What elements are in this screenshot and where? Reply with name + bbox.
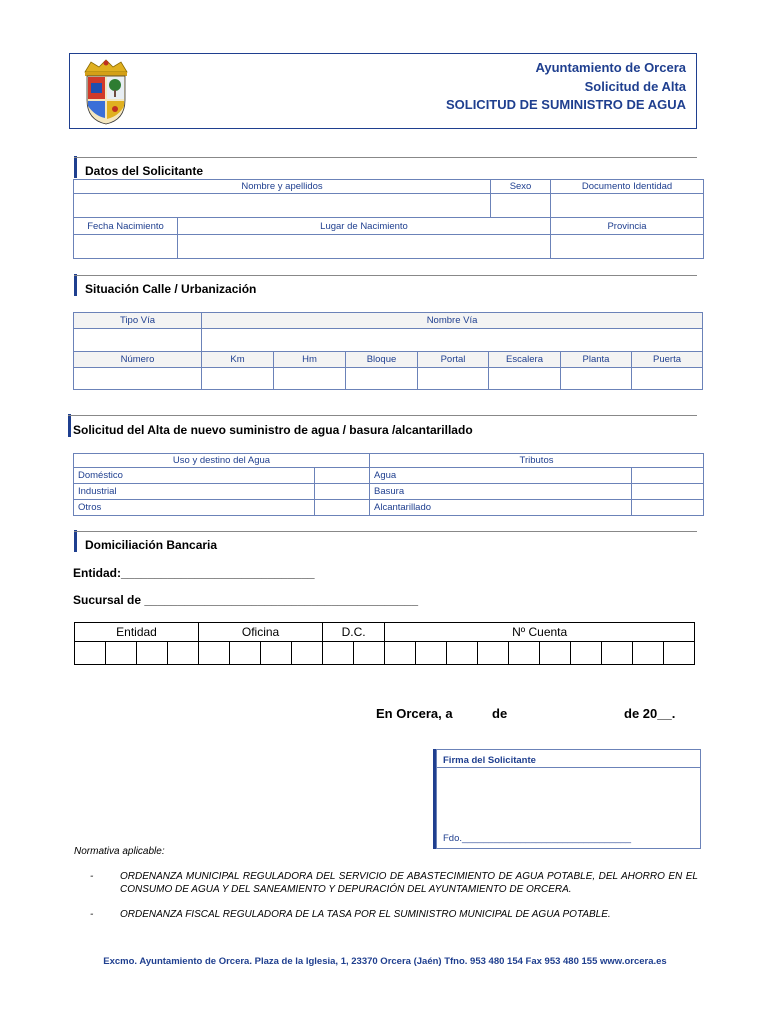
section-bar — [74, 274, 77, 296]
uso-otros-check[interactable] — [315, 500, 370, 516]
puerta-input[interactable] — [632, 368, 703, 390]
normativa-item-text: ORDENANZA MUNICIPAL REGULADORA DEL SERVICIO DE ABASTECIMIENTO DE AGUA POTABLE, DEL AHORRO EN EL CONSUMO DE AGUA Y DEL SANEAMIENTO Y DEPURACIÓN DEL AYUNTAMIENTO DE ORCERA. — [120, 871, 698, 895]
tributo-alcantarillado-check[interactable] — [632, 500, 704, 516]
col-fecha-nac: Fecha Nacimiento — [74, 218, 178, 235]
portal-input[interactable] — [418, 368, 489, 390]
signature-label: Firma del Solicitante — [443, 755, 536, 766]
escalera-input[interactable] — [489, 368, 561, 390]
tributo-agua-check[interactable] — [632, 468, 704, 484]
footer: Excmo. Ayuntamiento de Orcera. Plaza de la Iglesia, 1, 23370 Orcera (Jaén) Tfno. 953 480 154 Fax 953 480 155 www.orcera.es — [103, 956, 667, 967]
digit-input[interactable] — [137, 642, 168, 665]
digit-input[interactable] — [292, 642, 323, 665]
header-box — [69, 53, 697, 129]
digit-input[interactable] — [385, 642, 416, 665]
section-bar — [74, 530, 77, 552]
col-cuenta: Nº Cuenta — [385, 623, 695, 642]
coat-of-arms-icon — [79, 58, 133, 126]
tributo-agua: Agua — [370, 468, 632, 484]
section-title-solicitante: Datos del Solicitante — [85, 164, 204, 178]
tributo-basura: Basura — [370, 484, 632, 500]
date-de: de — [492, 706, 508, 721]
col-hm: Hm — [274, 352, 346, 368]
tributo-basura-check[interactable] — [632, 484, 704, 500]
section-title-alta: Solicitud del Alta de nuevo suministro de agua / basura /alcantarillado — [73, 423, 473, 437]
uso-industrial-check[interactable] — [315, 484, 370, 500]
planta-input[interactable] — [561, 368, 632, 390]
col-entidad: Entidad — [75, 623, 199, 642]
numero-input[interactable] — [74, 368, 202, 390]
digit-input[interactable] — [602, 642, 633, 665]
col-lugar-nac: Lugar de Nacimiento — [178, 218, 551, 235]
alta-table — [73, 453, 704, 516]
uso-domestico-check[interactable] — [315, 468, 370, 484]
tipo-via-input[interactable] — [74, 329, 202, 352]
normativa-item — [90, 909, 698, 922]
digit-input[interactable] — [447, 642, 478, 665]
hm-input[interactable] — [274, 368, 346, 390]
bloque-input[interactable] — [346, 368, 418, 390]
section-title-banco: Domiciliación Bancaria — [85, 538, 218, 552]
col-km: Km — [202, 352, 274, 368]
digit-input[interactable] — [509, 642, 540, 665]
form-title: SOLICITUD DE SUMINISTRO DE AGUA — [445, 97, 686, 112]
section-divider — [74, 531, 697, 532]
date-en-orcera: En Orcera, a — [376, 706, 453, 721]
solicitante-table — [73, 179, 704, 259]
col-uso: Uso y destino del Agua — [74, 454, 370, 468]
digit-input[interactable] — [230, 642, 261, 665]
entidad-field[interactable]: Entidad:_____________________________ — [73, 566, 315, 580]
section-bar — [68, 414, 71, 437]
digit-input[interactable] — [199, 642, 230, 665]
km-input[interactable] — [202, 368, 274, 390]
col-tipo-via: Tipo Vía — [74, 313, 202, 329]
col-oficina: Oficina — [199, 623, 323, 642]
sexo-input[interactable] — [491, 194, 551, 218]
col-provincia: Provincia — [551, 218, 704, 235]
normativa-item — [90, 871, 698, 896]
lugar-nac-input[interactable] — [178, 235, 551, 259]
nombre-via-input[interactable] — [202, 329, 703, 352]
col-puerta: Puerta — [632, 352, 703, 368]
provincia-input[interactable] — [551, 235, 704, 259]
digit-input[interactable] — [540, 642, 571, 665]
section-bar — [74, 156, 77, 178]
digit-input[interactable] — [323, 642, 354, 665]
digit-input[interactable] — [261, 642, 292, 665]
col-nombre-via: Nombre Vía — [202, 313, 703, 329]
sucursal-field[interactable]: Sucursal de _________________________________________ — [73, 593, 418, 607]
section-title-situacion: Situación Calle / Urbanización — [85, 282, 257, 296]
bank-account-table — [74, 622, 695, 665]
org-name: Ayuntamiento de Orcera — [535, 60, 686, 75]
documento-input[interactable] — [551, 194, 704, 218]
uso-domestico: Doméstico — [74, 468, 315, 484]
digit-input[interactable] — [664, 642, 695, 665]
col-portal: Portal — [418, 352, 489, 368]
col-numero: Número — [74, 352, 202, 368]
col-tributos: Tributos — [370, 454, 704, 468]
signature-box[interactable] — [436, 749, 701, 849]
nombre-input[interactable] — [74, 194, 491, 218]
digit-input[interactable] — [633, 642, 664, 665]
digit-input[interactable] — [416, 642, 447, 665]
section-divider — [74, 275, 697, 276]
form-subtitle: Solicitud de Alta — [584, 79, 686, 94]
col-planta: Planta — [561, 352, 632, 368]
digit-input[interactable] — [168, 642, 199, 665]
signature-fdo: Fdo.________________________________ — [443, 833, 632, 844]
bullet-dash: - — [90, 871, 94, 882]
col-documento: Documento Identidad — [551, 180, 704, 194]
date-year: de 20__. — [624, 706, 676, 721]
digit-input[interactable] — [354, 642, 385, 665]
digit-input[interactable] — [571, 642, 602, 665]
digit-input[interactable] — [75, 642, 106, 665]
uso-industrial: Industrial — [74, 484, 315, 500]
section-divider — [68, 415, 697, 416]
situacion-table — [73, 312, 703, 390]
col-dc: D.C. — [323, 623, 385, 642]
section-divider — [74, 157, 697, 158]
bullet-dash: - — [90, 909, 94, 920]
normativa-item-text: ORDENANZA FISCAL REGULADORA DE LA TASA POR EL SUMINISTRO MUNICIPAL DE AGUA POTABLE. — [120, 909, 611, 920]
uso-otros: Otros — [74, 500, 315, 516]
col-bloque: Bloque — [346, 352, 418, 368]
digit-input[interactable] — [478, 642, 509, 665]
digit-input[interactable] — [106, 642, 137, 665]
fecha-nac-input[interactable] — [74, 235, 178, 259]
col-nombre: Nombre y apellidos — [74, 180, 491, 194]
col-escalera: Escalera — [489, 352, 561, 368]
normativa-label: Normativa aplicable: — [74, 846, 165, 857]
col-sexo: Sexo — [491, 180, 551, 194]
tributo-alcantarillado: Alcantarillado — [370, 500, 632, 516]
